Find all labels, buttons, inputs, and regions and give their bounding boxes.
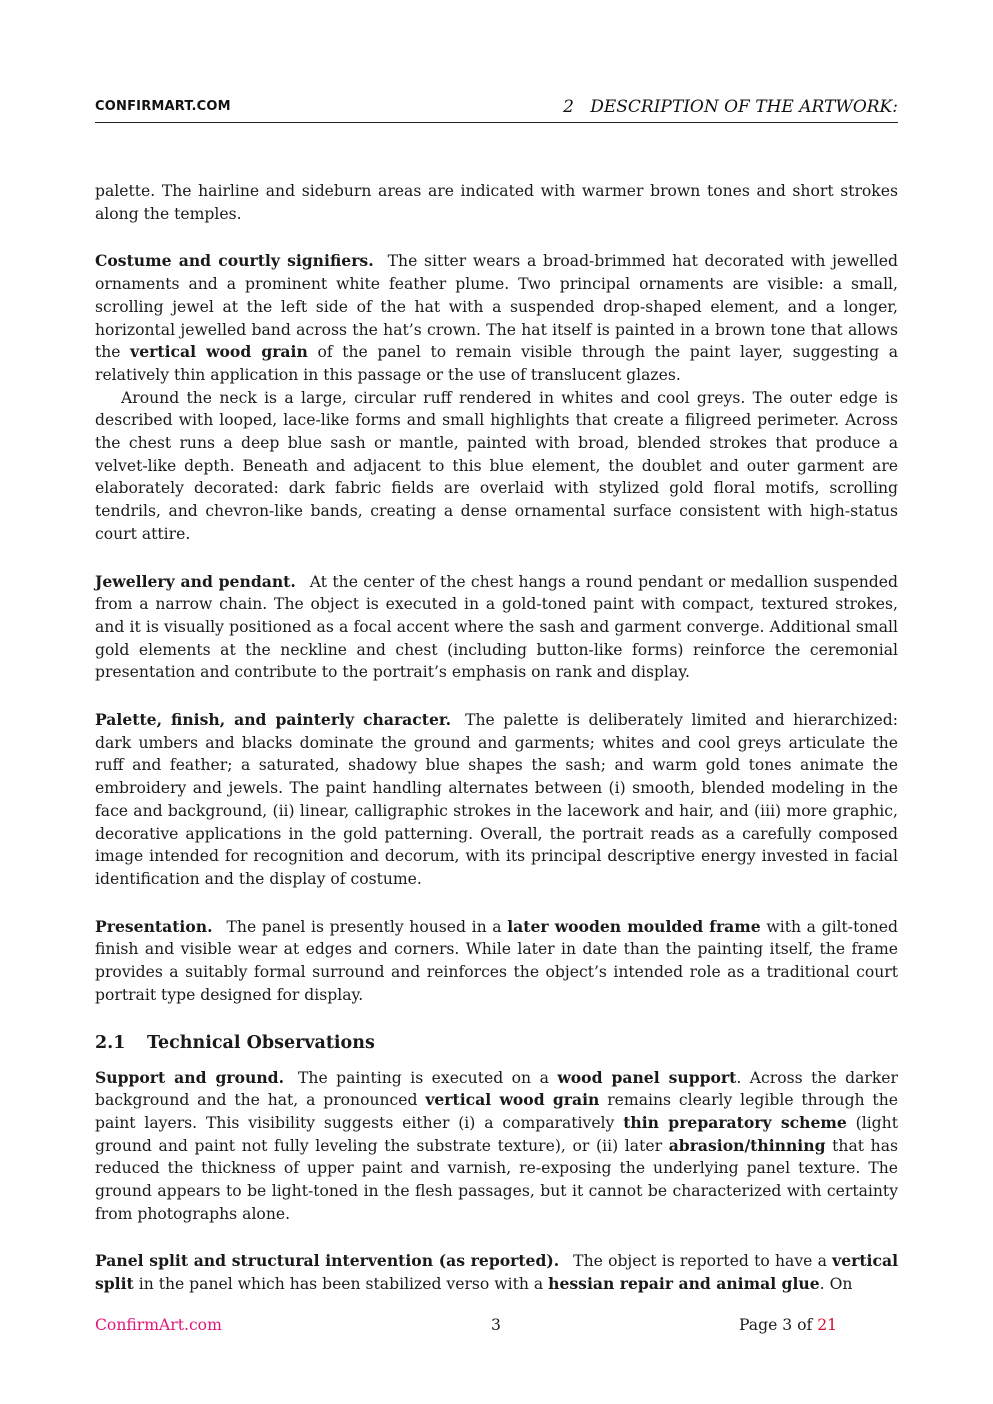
subsection-title: Technical Observations <box>147 1032 375 1053</box>
paragraph-heading: Costume and courtly signifiers. <box>95 251 374 271</box>
total-pages-link[interactable]: 21 <box>817 1316 838 1334</box>
subsection-heading <box>95 1031 898 1055</box>
emphasis: vertical split <box>95 1251 898 1294</box>
emphasis: vertical wood grain <box>425 1090 600 1110</box>
paragraph-presentation: Presentation. The panel is presently housed in a later wooden moulded frame with a gilt-toned finish and visible wear at edges and corners. While later in date than the painting itself, the frame provides a suitably formal surround and reinforces the object’s intended role as a traditional court portrait type designed for display. <box>95 916 898 1004</box>
footer-page-count: Page 3 of 21 <box>739 1316 838 1334</box>
emphasis: vertical wood grain <box>130 342 308 362</box>
emphasis: thin preparatory scheme <box>623 1112 847 1132</box>
paragraph-jewellery: Jewellery and pendant. At the center of the chest hangs a round pendant or medallion suspended from a narrow chain. The object is executed in a gold-toned paint with compact, textured strokes, and it is visually positioned as a focal accent where the sash and garment converge. Additional small gold elements at the neckline and chest (including button-like forms) reinforce the ceremonial presentation and contribute to the portrait’s emphasis on rank and display. <box>95 571 899 682</box>
paragraph-continuation: palette. The hairline and sideburn areas are indicated with warmer brown tones and short strokes along the temples. <box>95 182 898 223</box>
body-text <box>95 180 898 1296</box>
paragraph-support: Support and ground. The painting is executed on a wood panel support. Across the darker background and the hat, a pronounced vertical wood grain remains clearly legible through the paint layers. This visibility suggests either (i) a comparatively thin preparatory scheme (light ground and paint not fully leveling the substrate texture), or (ii) later abrasion/thinning that has reduced the thickness of upper paint and varnish, re-exposing the underlying panel texture. The ground appears to be light-toned in the flesh passages, but it cannot be characterized with certainty from photographs alone. <box>95 1067 898 1223</box>
page-footer <box>95 1316 898 1338</box>
section-title: DESCRIPTION OF THE ARTWORK: <box>590 97 898 117</box>
paragraph-heading: Presentation. <box>95 916 213 936</box>
paragraph-palette: Palette, finish, and painterly character. The palette is deliberately limited and hierarchized: dark umbers and blacks dominate the ground and garments; whites and cool greys articulate the ruff and feather; a saturated, shadowy blue shapes the sash; and warm gold tones animate the embroidery and jewels. The paint handling alternates between (i) smooth, blended modeling in the face and background, (ii) linear, calligraphic strokes in the lacework and hair, and (iii) more graphic, decorative applications in the gold patterning. Overall, the portrait reads as a carefully composed image intended for recognition and decorum, with its principal descriptive energy invested in facial identification and the display of costume. <box>95 710 898 888</box>
paragraph-heading: Palette, finish, and painterly character. <box>95 710 452 730</box>
emphasis: hessian repair and animal glue <box>548 1274 820 1294</box>
running-header <box>95 96 898 123</box>
emphasis: abrasion/thinning <box>668 1135 826 1155</box>
paragraph-split: Panel split and structural intervention (as reported). The object is reported to have a vertical split in the panel which has been stabilized verso with a hessian repair and animal glue. On <box>95 1251 898 1294</box>
paragraph-heading: Jewellery and pendant. <box>95 571 296 591</box>
section-number: 2 <box>563 97 574 117</box>
section-reference <box>563 97 898 117</box>
site-logo[interactable]: CONFIRMART.COM <box>95 99 231 114</box>
emphasis: wood panel support <box>557 1067 737 1087</box>
subsection-number: 2.1 <box>95 1032 126 1053</box>
emphasis: later wooden moulded frame <box>507 916 761 936</box>
footer-site-link[interactable]: ConfirmArt.com <box>95 1316 222 1334</box>
paragraph-heading: Support and ground. <box>95 1067 284 1087</box>
paragraph-heading: Panel split and structural intervention (as reported). <box>95 1251 560 1271</box>
paragraph-costume: Costume and courtly signifiers. The sitter wears a broad-brimmed hat decorated with jewelled ornaments and a prominent white feather plume. Two principal ornaments are visible: a small, scrolling jewel at the left side of the hat with a suspended drop-shaped element, and a longer, horizontal jewelled band across the hat’s crown. The hat itself is painted in a brown tone that allows the vertical wood grain of the panel to remain visible through the paint layer, suggesting a relatively thin application in this passage or the use of translucent glazes. <box>95 251 898 384</box>
footer-page-number: 3 <box>491 1316 501 1334</box>
paragraph-ruff: Around the neck is a large, circular ruff rendered in whites and cool greys. The outer edge is described with looped, lace-like forms and small highlights that create a filigreed perimeter. Across the chest runs a deep blue sash or mantle, painted with broad, blended strokes that produce a velvet-like depth. Beneath and adjacent to this blue element, the doublet and outer garment are elaborately decorated: dark fabric fields are overlaid with stylized gold floral motifs, scrolling tendrils, and chevron-like bands, creating a dense ornamental surface consistent with high-status court attire. <box>95 388 898 543</box>
